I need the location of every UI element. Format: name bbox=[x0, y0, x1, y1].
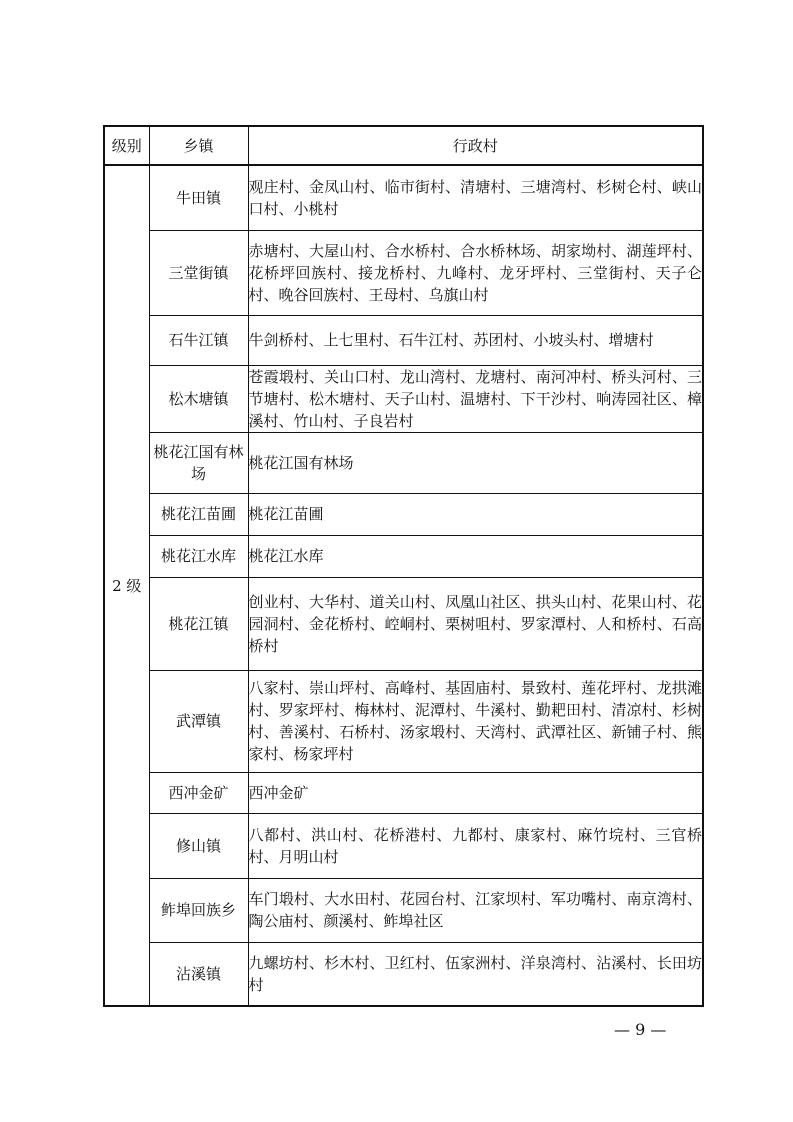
table-row bbox=[104, 670, 703, 772]
table-row bbox=[104, 315, 703, 365]
town-cell: 沾溪镇 bbox=[149, 942, 248, 1006]
villages-cell: 赤塘村、大屋山村、合水桥村、合水桥林场、胡家坳村、湖莲坪村、花桥坪回族村、接龙桥村、九峰村、龙牙坪村、三堂街村、天子仑村、晚谷回族村、王母村、乌旗山村 bbox=[248, 230, 703, 315]
town-cell: 桃花江国有林场 bbox=[149, 432, 248, 493]
town-cell: 牛田镇 bbox=[149, 165, 248, 230]
villages-cell: 观庄村、金凤山村、临市街村、清塘村、三塘湾村、杉树仑村、峡山口村、小桃村 bbox=[248, 165, 703, 230]
table-row bbox=[104, 878, 703, 942]
town-cell: 松木塘镇 bbox=[149, 365, 248, 432]
town-cell: 三堂街镇 bbox=[149, 230, 248, 315]
table-header-row bbox=[104, 126, 703, 165]
town-cell: 桃花江镇 bbox=[149, 577, 248, 670]
villages-cell: 九螺坊村、杉木村、卫红村、伍家洲村、洋泉湾村、沾溪村、长田坊村 bbox=[248, 942, 703, 1006]
villages-cell: 八都村、洪山村、花桥港村、九都村、康家村、麻竹垸村、三官桥村、月明山村 bbox=[248, 813, 703, 878]
town-cell: 武潭镇 bbox=[149, 670, 248, 772]
town-cell: 鲊埠回族乡 bbox=[149, 878, 248, 942]
table-row bbox=[104, 772, 703, 813]
town-cell: 修山镇 bbox=[149, 813, 248, 878]
villages-cell: 苍霞塅村、关山口村、龙山湾村、龙塘村、南河冲村、桥头河村、三节塘村、松木塘村、天子山村、温塘村、下干沙村、响涛园社区、樟溪村、竹山村、子良岩村 bbox=[248, 365, 703, 432]
header-town: 乡镇 bbox=[149, 126, 248, 165]
table-row bbox=[104, 165, 703, 230]
town-cell: 桃花江水库 bbox=[149, 535, 248, 577]
villages-cell: 创业村、大华村、道关山村、凤凰山社区、拱头山村、花果山村、花园洞村、金花桥村、崆峒村、栗树咀村、罗家潭村、人和桥村、石高桥村 bbox=[248, 577, 703, 670]
table-row bbox=[104, 813, 703, 878]
villages-cell: 桃花江苗圃 bbox=[248, 493, 703, 535]
page-number: — 9 — bbox=[614, 1020, 667, 1039]
village-table bbox=[103, 125, 704, 1007]
town-cell: 桃花江苗圃 bbox=[149, 493, 248, 535]
town-cell: 西冲金矿 bbox=[149, 772, 248, 813]
villages-cell: 西冲金矿 bbox=[248, 772, 703, 813]
header-villages: 行政村 bbox=[248, 126, 703, 165]
villages-cell: 车门塅村、大水田村、花园台村、江家坝村、军功嘴村、南京湾村、陶公庙村、颜溪村、鲊埠社区 bbox=[248, 878, 703, 942]
level-cell: 2 级 bbox=[104, 165, 149, 1006]
header-level: 级别 bbox=[104, 126, 149, 165]
table-row bbox=[104, 942, 703, 1006]
table-row bbox=[104, 577, 703, 670]
table-row bbox=[104, 535, 703, 577]
table-row bbox=[104, 365, 703, 432]
table-row bbox=[104, 230, 703, 315]
table-row bbox=[104, 493, 703, 535]
villages-cell: 八家村、崇山坪村、高峰村、基固庙村、景致村、莲花坪村、龙拱滩村、罗家坪村、梅林村、泥潭村、牛溪村、勤耙田村、清凉村、杉树村、善溪村、石桥村、汤家塅村、天湾村、武潭社区、新铺子村、熊家村、杨家坪村 bbox=[248, 670, 703, 772]
villages-cell: 牛剑桥村、上七里村、石牛江村、苏团村、小坡头村、增塘村 bbox=[248, 315, 703, 365]
town-cell: 石牛江镇 bbox=[149, 315, 248, 365]
villages-cell: 桃花江国有林场 bbox=[248, 432, 703, 493]
table-row bbox=[104, 432, 703, 493]
villages-cell: 桃花江水库 bbox=[248, 535, 703, 577]
